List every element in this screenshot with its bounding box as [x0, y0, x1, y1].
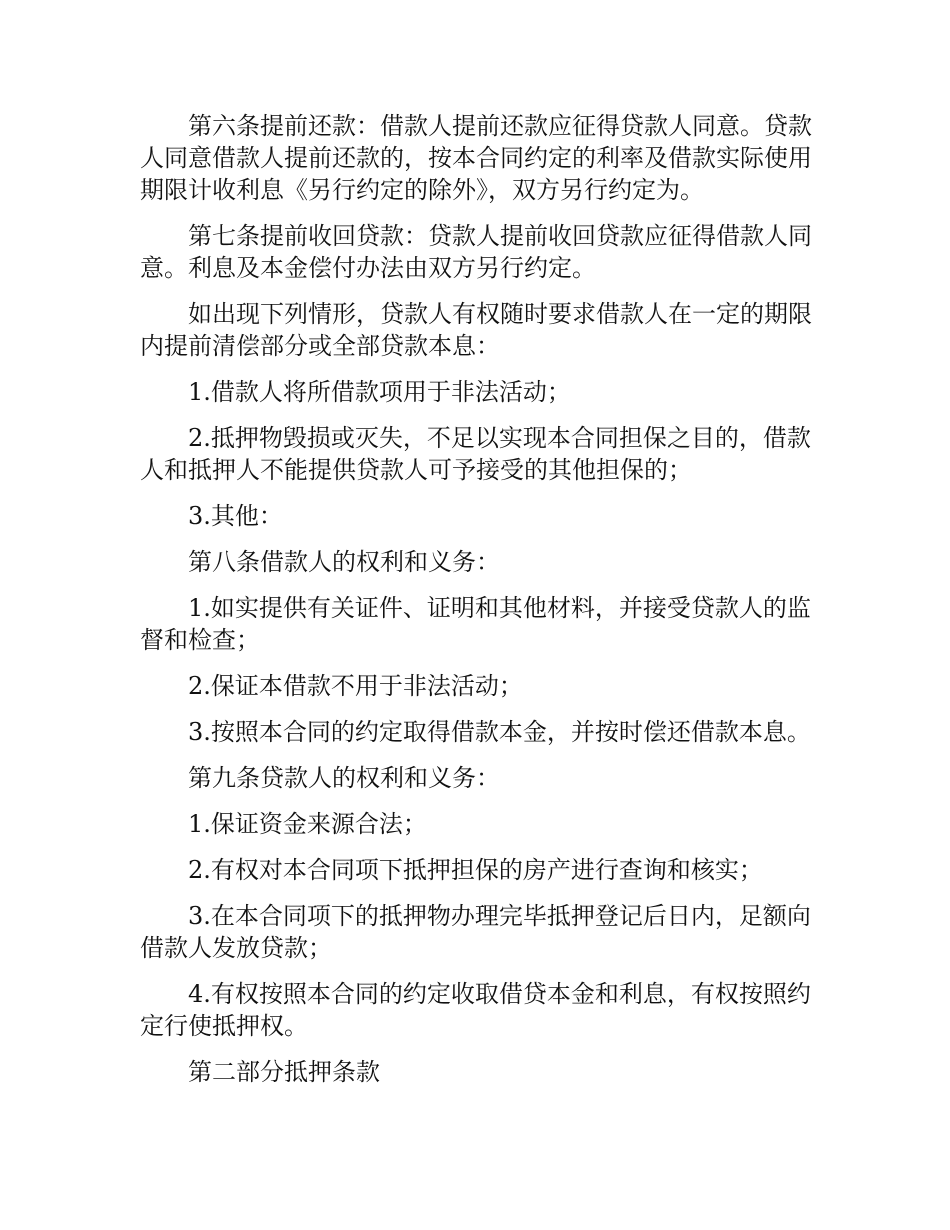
paragraph-article-6: 第六条提前还款：借款人提前还款应征得贷款人同意。贷款人同意借款人提前还款的，按本合同约定的利率及借款实际使用期限计收利息《另行约定的除外》，双方另行约定为。: [140, 112, 812, 204]
list-item: 1.如实提供有关证件、证明和其他材料，并接受贷款人的监督和检查；: [140, 594, 811, 654]
list-item: 2.有权对本合同项下抵押担保的房产进行查询和核实；: [188, 856, 763, 884]
list-item: 3.其他：: [188, 502, 283, 530]
list-item: 2.保证本借款不用于非法活动；: [188, 672, 523, 700]
list-item: 3.按照本合同的约定取得借款本金，并按时偿还借款本息。: [188, 718, 811, 746]
section-heading-part-2: 第二部分抵押条款: [188, 1058, 380, 1086]
paragraph-article-8-heading: 第八条借款人的权利和义务：: [188, 548, 500, 576]
list-item: 1.借款人将所借款项用于非法活动；: [188, 378, 571, 406]
list-item: 3.在本合同项下的抵押物办理完毕抵押登记后日内，足额向借款人发放贷款；: [140, 902, 811, 962]
list-item: 1.保证资金来源合法；: [188, 810, 427, 838]
list-item: 4.有权按照本合同的约定收取借贷本金和利息，有权按照约定行使抵押权。: [140, 980, 811, 1040]
paragraph-early-repayment-conditions: 如出现下列情形，贷款人有权随时要求借款人在一定的期限内提前清偿部分或全部贷款本息：: [140, 300, 812, 360]
paragraph-article-7: 第七条提前收回贷款：贷款人提前收回贷款应征得借款人同意。利息及本金偿付办法由双方另行约定。: [140, 222, 812, 282]
list-item: 2.抵押物毁损或灭失，不足以实现本合同担保之目的，借款人和抵押人不能提供贷款人可予接受的其他担保的；: [140, 424, 811, 484]
document-body: [140, 110, 812, 1102]
paragraph-article-9-heading: 第九条贷款人的权利和义务：: [188, 764, 500, 792]
